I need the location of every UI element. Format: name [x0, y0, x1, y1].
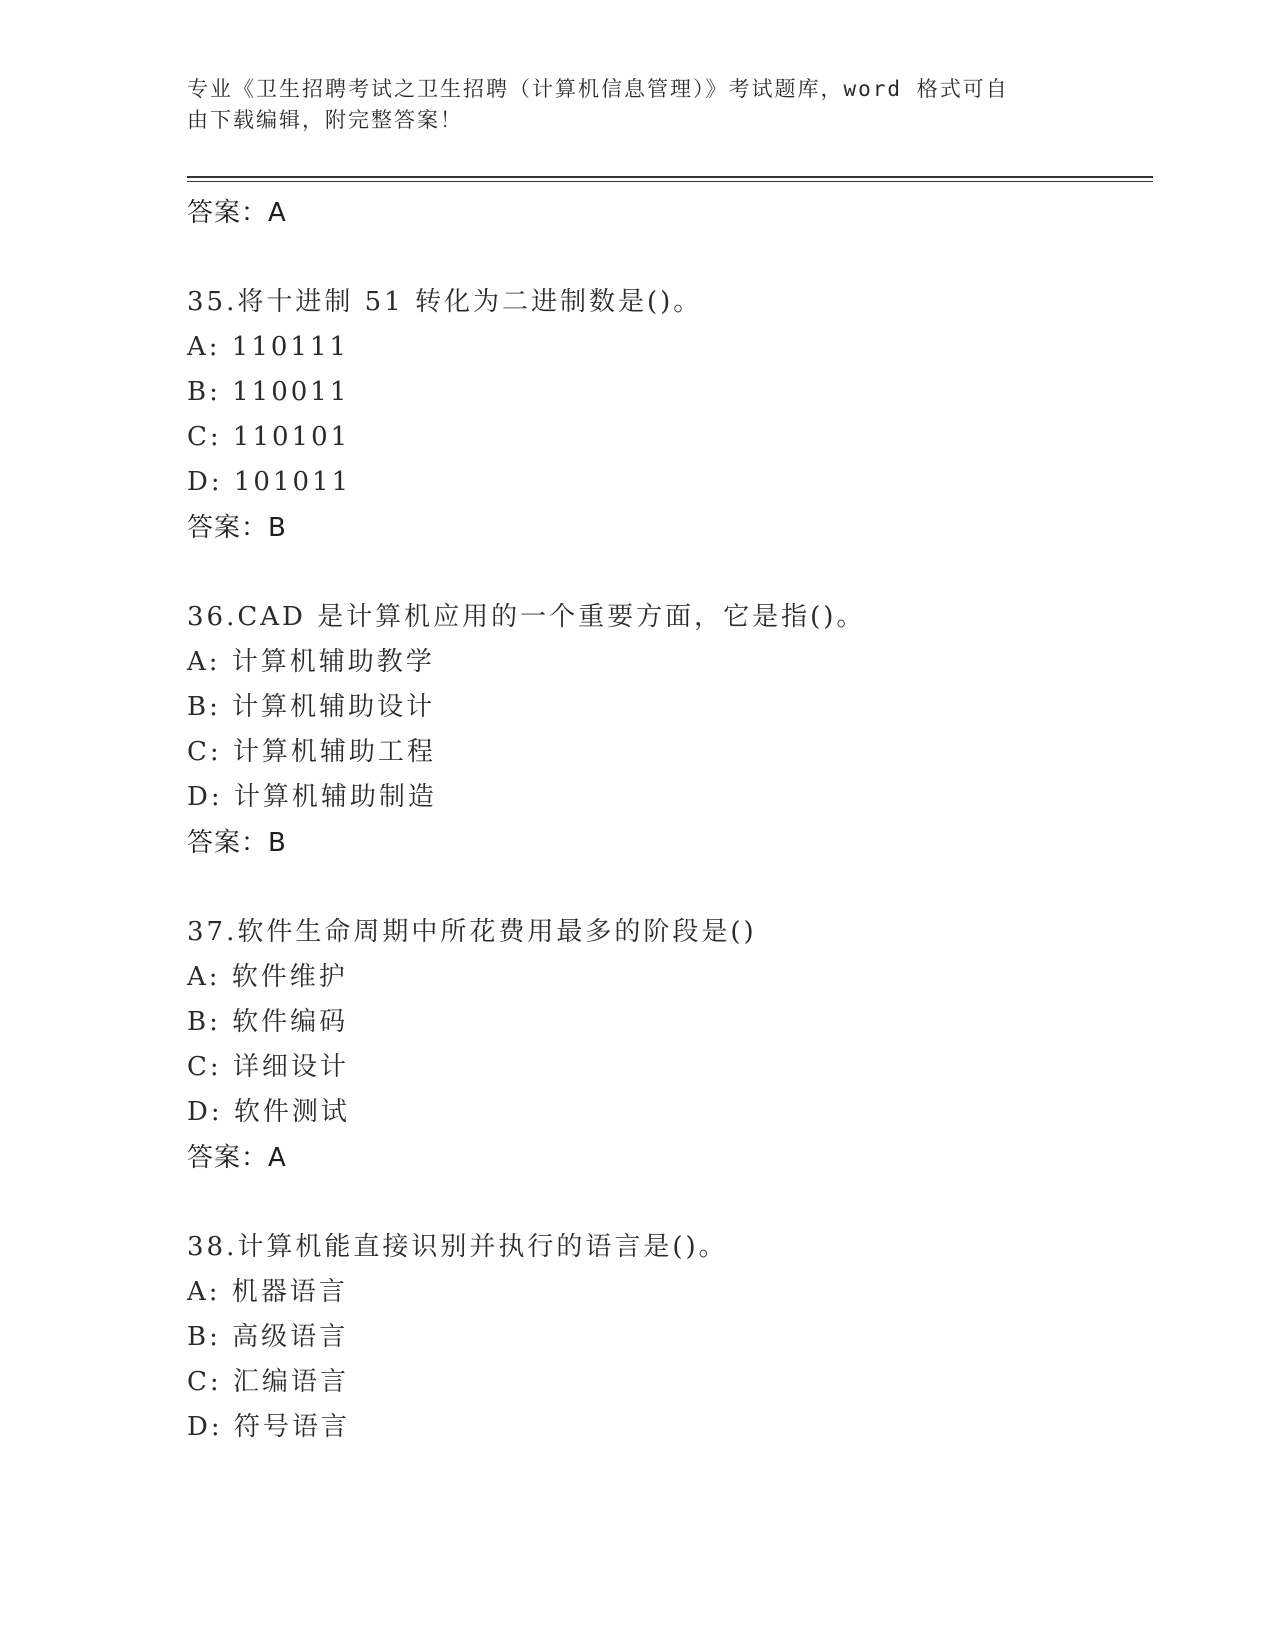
question-36 [187, 595, 1147, 866]
option-a: A: 机器语言 [187, 1277, 348, 1307]
option-b: B: 110011 [187, 377, 350, 407]
header-line-1: 专业《卫生招聘考试之卫生招聘（计算机信息管理）》考试题库，word 格式可自 [187, 77, 1009, 101]
answer-line: 答案：A [187, 198, 287, 228]
question-stem: 38.计算机能直接识别并执行的语言是()。 [187, 1232, 728, 1262]
option-d: D: 符号语言 [187, 1412, 350, 1442]
answer-line: 答案：B [187, 828, 287, 858]
option-c: C: 110101 [187, 422, 351, 452]
answer-line: 答案：A [187, 1143, 287, 1173]
question-37 [187, 910, 1147, 1181]
option-d: D: 软件测试 [187, 1097, 350, 1127]
option-b: B: 高级语言 [187, 1322, 349, 1352]
option-d: D: 101011 [187, 467, 352, 497]
document-header [187, 74, 1067, 136]
question-stem: 37.软件生命周期中所花费用最多的阶段是() [187, 917, 757, 947]
option-b: B: 计算机辅助设计 [187, 692, 436, 722]
option-c: C: 汇编语言 [187, 1367, 349, 1397]
question-stem: 36.CAD 是计算机应用的一个重要方面，它是指()。 [187, 602, 866, 632]
option-c: C: 详细设计 [187, 1052, 349, 1082]
option-b: B: 软件编码 [187, 1007, 349, 1037]
question-38 [187, 1225, 1147, 1450]
option-a: A: 110111 [187, 332, 350, 362]
option-a: A: 软件维护 [187, 962, 348, 992]
header-divider-thin [187, 181, 1153, 182]
answer-line: 答案：B [187, 513, 287, 543]
header-line-2: 由下载编辑，附完整答案！ [187, 108, 463, 132]
question-35 [187, 280, 1147, 551]
question-stem: 35.将十进制 51 转化为二进制数是()。 [187, 287, 703, 317]
header-divider-thick [187, 176, 1153, 178]
option-a: A: 计算机辅助教学 [187, 647, 435, 677]
option-d: D: 计算机辅助制造 [187, 782, 437, 812]
question-list [187, 190, 1147, 1450]
option-c: C: 计算机辅助工程 [187, 737, 436, 767]
